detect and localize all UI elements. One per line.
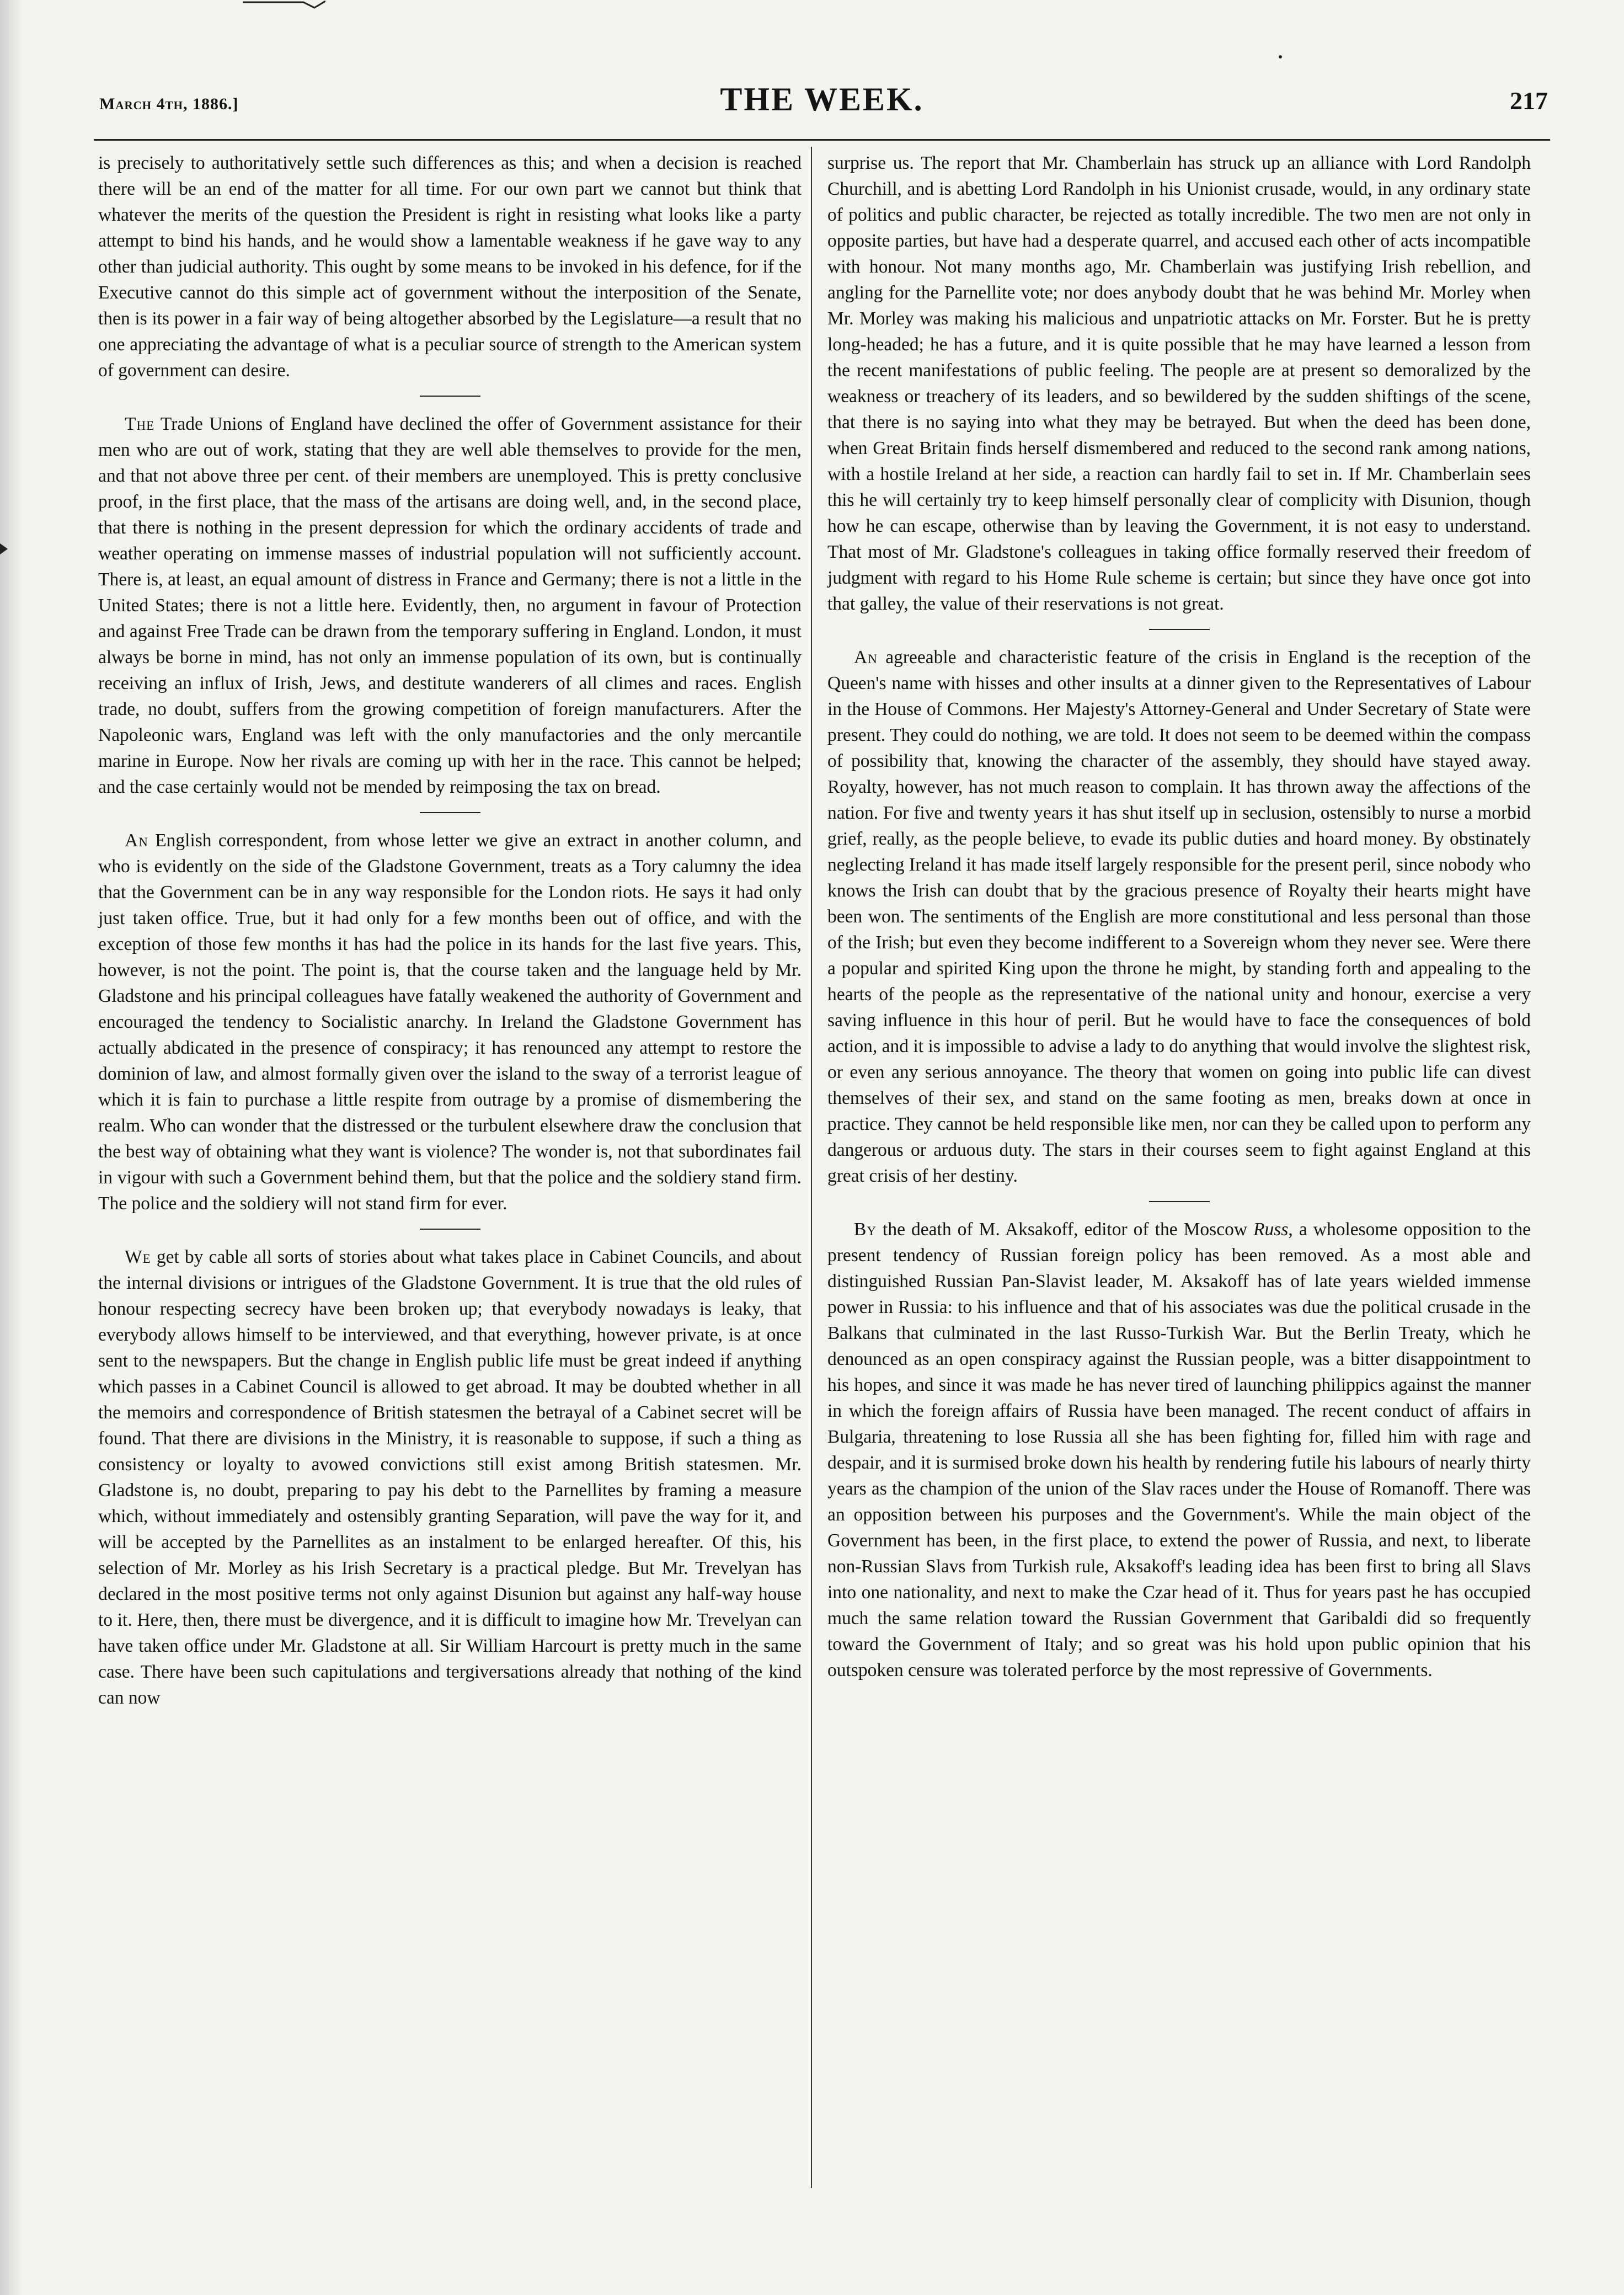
article-paragraph bbox=[98, 828, 802, 1216]
article-paragraph: is precisely to authoritatively settle such differences as this; and when a decision is reached there will be an end of the matter for all time. For our own part we cannot but think that whatever the merits of the question the President is right in resisting what looks like a party attempt to bind his hands, and he would show a lamentable weakness if he gave way to any other than judicial authority. This ought by some means to be invoked in his defence, for if the Executive cannot do this simple act of government without the interposition of the Senate, then is its power in a fair way of being altogether absorbed by the Legislature—a result that no one appreciating the advantage of what is a peculiar source of strength to the American system of government can desire. bbox=[98, 153, 802, 381]
article-paragraph bbox=[827, 1216, 1531, 1683]
lead-word: We bbox=[125, 1247, 151, 1267]
paragraph-text: agreeable and characteristic feature of the crisis in England is the reception of the Queen's name with hisses and other insults at a dinner given to the Representatives of Labour in the House of Commons. Her Majesty's Attorney-General and Under Secretary of State were present. They could do nothing, we are told. It does not seem to be deemed within the compass of possibility that, knowing the character of the assembly, they should have stayed away. Royalty, however, has not much reason to complain. It has thrown away the affections of the nation. For five and twenty years it has shut itself up in seclusion, ostensibly to nurse a morbid grief, really, as the people believe, to evade its public duties and hoard money. By obstinately neglecting Ireland it has made itself largely responsible for the present peril, since nobody who knows the Irish can doubt that by the gracious presence of Royalty their hearts might have been won. The sentiments of the English are more constitutional and less personal than those of the Irish; but even they become indifferent to a Sovereign whom they never see. Were there a popular and spirited King upon the throne he might, by standing forth and appealing to the hearts of the people as the representative of the national unity and honour, exercise a very saving influence in this hour of peril. But he would have to face the consequences of bold action, and it is impossible to advise a lady to do anything that would involve the slightest risk, or even any serious annoyance. The theory that women on going into public life can divest themselves of their sex, and stand on the same footing as men, breaks down at once in practice. They cannot be held responsible like men, nor can they be called upon to perform any dangerous or arduous duty. The stars in their courses seem to fight against England at this great crisis of her destiny. bbox=[827, 647, 1531, 1186]
page-header bbox=[94, 76, 1550, 126]
section-separator bbox=[420, 396, 480, 397]
article-paragraph bbox=[98, 1244, 802, 1711]
lead-word: By bbox=[854, 1219, 877, 1240]
paragraph-text: English correspondent, from whose letter we give an extract in another column, and who is evidently on the side of the Gladstone Government, treats as a Tory calumny the idea that the Government can be in any way responsible for the London riots. He says it had only just taken office. True, but it had only for a few months been out of office, and with the exception of those few months it has had the police in its hands for the last five years. This, however, is not the point. The point is, that the course taken and the language held by Mr. Gladstone and his principal colleagues have fatally weakened the authority of Government and encouraged the tendency to Socialistic anarchy. In Ireland the Gladstone Government has actually abdicated in the presence of conspiracy; it has renounced any attempt to restore the dominion of law, and almost formally given over the island to the sway of a terrorist league of which it is fain to purchase a little respite from outrage by a promise of dismembering the realm. Who can wonder that the distressed or the turbulent elsewhere draw the conclusion that the best way of obtaining what they want is violence? The wonder is, not that subordinates fail in vigour with such a Government behind them, but that the police and the soldiery stand firm. The police and the soldiery will not stand firm for ever. bbox=[98, 830, 802, 1214]
section-separator bbox=[420, 812, 480, 813]
issue-date: March 4th, 1886.] bbox=[99, 95, 239, 113]
scan-corner-mark bbox=[243, 0, 325, 12]
paragraph-text: Trade Unions of England have declined the offer of Government assistance for their men who are out of work, stating that they are well able themselves to provide for the men, and that not above three per cent. of their members are unemployed. This is pretty conclusive proof, in the first place, that the mass of the artisans are doing well, and, in the second place, that there is nothing in the present depression for which the ordinary accidents of trade and weather operating on immense masses of industrial population will not sufficiently account. There is, at least, an equal amount of distress in France and Germany; there is not a little in the United States; there is not a little here. Evidently, then, no argument in favour of Protection and against Free Trade can be drawn from the temporary suffering in England. London, it must always be borne in mind, has not only an immense population of its own, but is continually receiving an influx of Irish, Jews, and destitute wanderers of all climes and races. English trade, no doubt, suffers from the growing competition of foreign manufacturers. After the Napoleonic wars, England was left with the only manufactories and the only mercantile marine in Europe. Now her rivals are coming up with her in the race. This cannot be helped; and the case certainly would not be mended by reimposing the tax on bread. bbox=[98, 414, 802, 797]
newspaper-name: Russ bbox=[1253, 1219, 1289, 1240]
header-rule bbox=[94, 139, 1550, 141]
article-paragraph bbox=[98, 411, 802, 800]
article-paragraph bbox=[827, 644, 1531, 1189]
page-number: 217 bbox=[1510, 87, 1548, 115]
ink-speck bbox=[1279, 55, 1282, 58]
lead-word: The bbox=[125, 414, 155, 434]
margin-arrow-mark bbox=[0, 543, 8, 554]
scan-edge-shadow bbox=[0, 0, 22, 2295]
paragraph-text: the death of M. Aksakoff, editor of the Moscow bbox=[876, 1219, 1254, 1240]
paragraph-text: , a wholesome opposition to the present tendency of Russian foreign policy has been removed. As a most able and distinguished Russian Pan-Slavist leader, M. Aksakoff has of late years wielded immense power in Russia: to his influence and that of his associates was due the political crusade in the Balkans that culminated in the last Russo-Turkish War. But the Berlin Treaty, which he denounced as an open conspiracy against the Russian people, was a bitter disappointment to his hopes, and since it was made he has never tired of launching philippics against the manner in which the foreign affairs of Russia have been managed. The recent conduct of affairs in Bulgaria, threatening to lose Russia all she has been fighting for, filled him with rage and despair, and it is surmised broke down his health by rendering futile his labours of nearly thirty years as the champion of the union of the Slav races under the House of Romanoff. There was an opposition between his purposes and the Government's. While the main object of the Government has been, in the first place, to extend the power of Russia, and next, to liberate non-Russian Slavs from Turkish rule, Aksakoff's leading idea has been first to bring all Slavs into one nationality, and next to make the Czar head of it. Thus for years past he has occupied much the same relation toward the Russian Government that Garibaldi did so frequently toward the Government of Italy; and so great was his hold upon public opinion that his outspoken censure was tolerated perforce by the most repressive of Governments. bbox=[827, 1219, 1531, 1680]
left-column bbox=[98, 150, 802, 1711]
section-separator bbox=[420, 1229, 480, 1230]
column-divider bbox=[811, 147, 812, 2188]
lead-word: An bbox=[854, 647, 878, 668]
paragraph-text: get by cable all sorts of stories about what takes place in Cabinet Councils, and about the internal divisions or intrigues of the Gladstone Government. It is true that the old rules of honour respecting secrecy have been broken up; that everybody nowadays is leaky, that everybody allows himself to be interviewed, and that everything, however private, is at once sent to the newspapers. But the change in English public life must be great indeed if anything which passes in a Cabinet Council is allowed to get abroad. It may be doubted whether in all the memoirs and correspondence of British statesmen the betrayal of a Cabinet secret will be found. That there are divisions in the Ministry, it is reasonable to suppose, if such a thing as consistency or loyalty to avowed convictions still exist among British statesmen. Mr. Gladstone is, no doubt, preparing to pay his debt to the Parnellites by framing a measure which, without immediately and ostensibly granting Separation, will pave the way for it, and will be accepted by the Parnellites as an instalment to be enlarged hereafter. Of this, his selection of Mr. Morley as his Irish Secretary is a practical pledge. But Mr. Trevelyan has declared in the most positive terms not only against Disunion but against any half-way house to it. Here, then, there must be divergence, and it is difficult to imagine how Mr. Trevelyan can have taken office under Mr. Gladstone at all. Sir William Harcourt is pretty much in the same case. There have been such capitulations and tergiversations already that nothing of the kind can now bbox=[98, 1247, 802, 1708]
lead-word: An bbox=[125, 830, 148, 851]
publication-title: THE WEEK. bbox=[720, 81, 924, 118]
right-column bbox=[827, 150, 1531, 1683]
section-separator bbox=[1149, 629, 1210, 630]
article-paragraph: surprise us. The report that Mr. Chamberlain has struck up an alliance with Lord Randolph Churchill, and is abetting Lord Randolph in his Unionist crusade, would, in any ordinary state of politics and public character, be rejected as totally incredible. The two men are not only in opposite parties, but have had a desperate quarrel, and accused each other of acts incompatible with honour. Not many months ago, Mr. Chamberlain was justifying Irish rebellion, and angling for the Parnellite vote; nor does anybody doubt that he was behind Mr. Morley when Mr. Morley was making his malicious and unpatriotic attacks on Mr. Forster. But he is pretty long-headed; he has a future, and it is quite possible that he may have learned a lesson from the recent manifestations of public feeling. The people are at present so demoralized by the weakness or treachery of its leaders, and so bewildered by the sudden shiftings of the scene, that there is no saying into what they may be betrayed. But when the deed has been done, when Great Britain finds herself dismembered and reduced to the second rank among nations, with a hostile Ireland at her side, a reaction can hardly fail to set in. If Mr. Chamberlain sees this he will certainly try to keep himself personally clear of complicity with Disunion, though how he can escape, otherwise than by leaving the Government, it is not easy to understand. That most of Mr. Gladstone's colleagues in taking office formally reserved their freedom of judgment with regard to his Home Rule scheme is certain; but since they have once got into that galley, the value of their reservations is not great. bbox=[827, 153, 1531, 614]
section-separator bbox=[1149, 1201, 1210, 1202]
